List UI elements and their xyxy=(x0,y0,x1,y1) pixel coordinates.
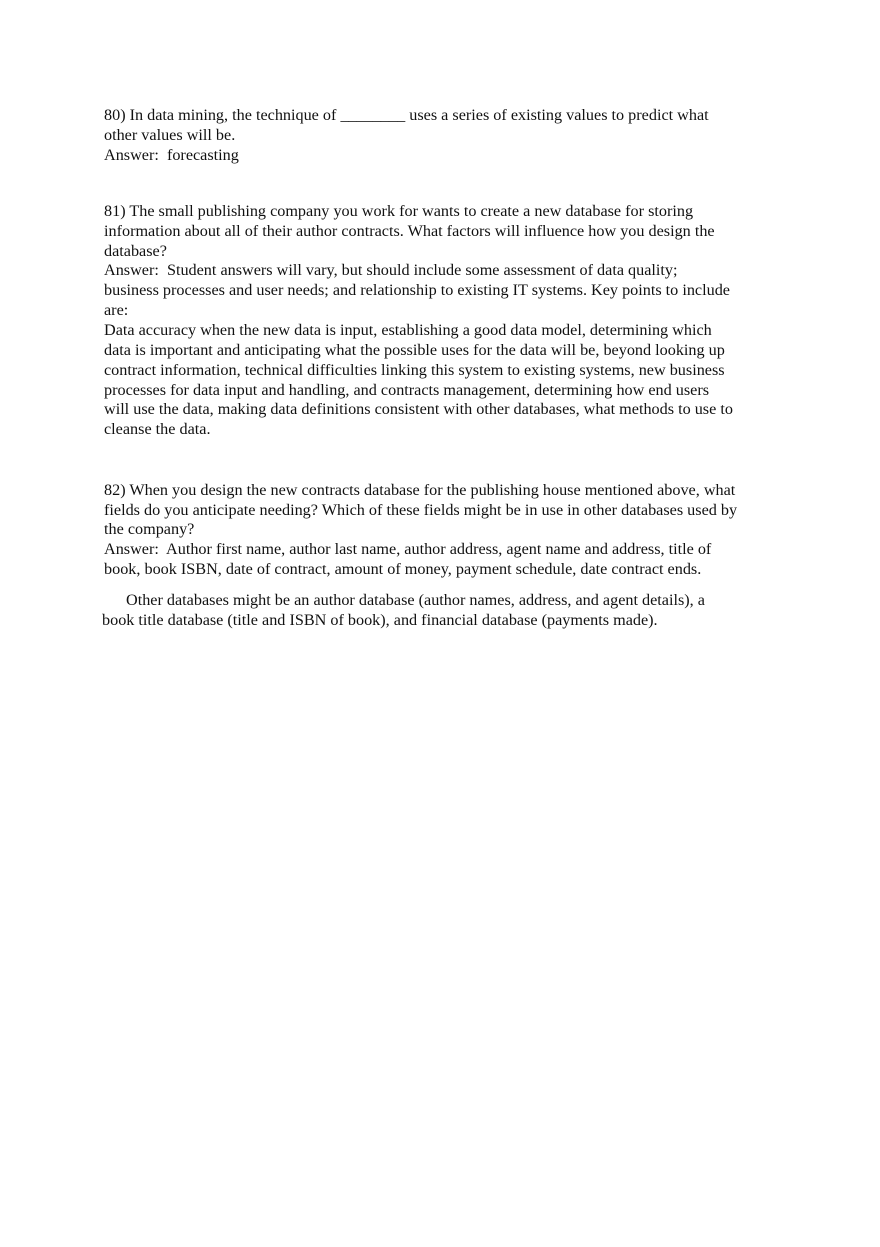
q80-question-line-2: other values will be. xyxy=(104,126,236,144)
q81-question-line-2: information about all of their author contracts. What factors will influence how you design the xyxy=(104,222,715,240)
q81-answer-line-5: data is important and anticipating what the possible uses for the data will be, beyond looking up xyxy=(104,341,725,359)
q81-answer-line-1: Answer: Student answers will vary, but should include some assessment of data quality; xyxy=(104,261,678,279)
q80-answer: Answer: forecasting xyxy=(104,146,239,164)
q82-question-line-2: fields do you anticipate needing? Which of these fields might be in use in other databases used by xyxy=(104,501,738,519)
q81-answer-line-7: processes for data input and handling, and contracts management, determining how end users xyxy=(104,381,710,399)
q82-extra-line-2: book title database (title and ISBN of book), and financial database (payments made). xyxy=(102,611,658,629)
q82-answer-line-1: Answer: Author first name, author last name, author address, agent name and address, title of xyxy=(104,540,712,558)
q82-question-line-1: 82) When you design the new contracts database for the publishing house mentioned above, what xyxy=(104,481,736,499)
q82-question-line-3: the company? xyxy=(104,520,195,538)
q81-answer-line-4: Data accuracy when the new data is input, establishing a good data model, determining which xyxy=(104,321,712,339)
q82-extra-line-1: Other databases might be an author database (author names, address, and agent details), a xyxy=(126,591,705,609)
q81-answer-line-6: contract information, technical difficulties linking this system to existing systems, new business xyxy=(104,361,725,379)
q81-question-line-1: 81) The small publishing company you work for wants to create a new database for storing xyxy=(104,202,694,220)
q81-answer-line-9: cleanse the data. xyxy=(104,420,211,438)
q81-question-line-3: database? xyxy=(104,242,167,260)
q82-answer-line-2: book, book ISBN, date of contract, amount of money, payment schedule, date contract ends. xyxy=(104,560,702,578)
q81-answer-line-8: will use the data, making data definitions consistent with other databases, what methods to use to xyxy=(104,400,733,418)
q81-answer-line-3: are: xyxy=(104,301,129,319)
q81-answer-line-2: business processes and user needs; and relationship to existing IT systems. Key points to include xyxy=(104,281,730,299)
q80-question-line-1: 80) In data mining, the technique of ________ uses a series of existing values to predict what xyxy=(104,106,709,124)
